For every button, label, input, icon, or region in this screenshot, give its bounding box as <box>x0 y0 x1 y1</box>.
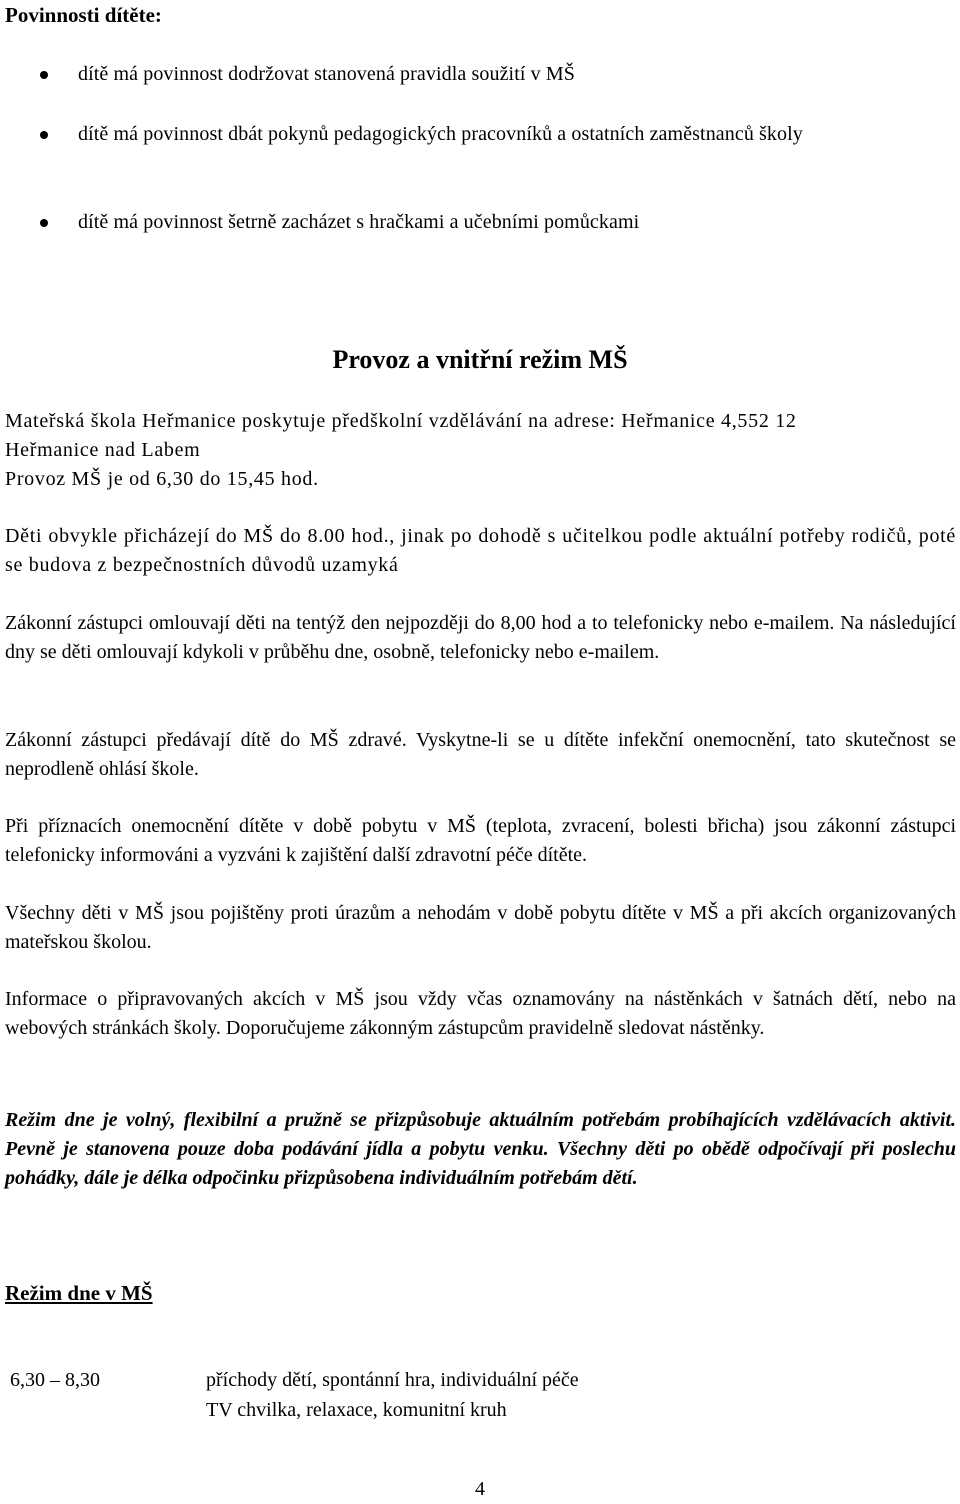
list-item-text: dítě má povinnost šetrně zacházet s hračkami a učebními pomůckami <box>78 211 640 233</box>
address-line: Heřmanice nad Labem <box>5 439 201 461</box>
duties-heading: Povinnosti dítěte: <box>5 3 162 27</box>
schedule-description: TV chvilka, relaxace, komunitní kruh <box>206 1399 507 1421</box>
operating-hours: Provoz MŠ je od 6,30 do 15,45 hod. <box>5 468 319 490</box>
section-title: Provoz a vnitřní režim MŠ <box>332 345 628 374</box>
bullet-icon <box>40 219 48 227</box>
list-item-text: dítě má povinnost dodržovat stanovená pravidla soužití v MŠ <box>78 63 575 85</box>
paragraph-healthy: Zákonní zástupci předávají dítě do MŠ zdravé. Vyskytne-li se u dítěte infekční onemocnění, tato skutečnost se neprodleně ohlásí škole. <box>5 729 956 780</box>
paragraph-symptoms: Při příznacích onemocnění dítěte v době pobytu v MŠ (teplota, zvracení, bolesti břicha) jsou zákonní zástupci telefonicky informováni a vyzváni k zajištění další zdravotní péče dítěte. <box>5 815 956 866</box>
page-number: 4 <box>475 1478 485 1500</box>
paragraph-excuse: Zákonní zástupci omlouvají děti na tentýž den nejpozději do 8,00 hod a to telefonicky nebo e-mailem. Na následující dny se děti omlouvají kdykoli v průběhu dne, osobně, telefonicky nebo e-mailem. <box>5 612 956 663</box>
list-item-text: dítě má povinnost dbát pokynů pedagogických pracovníků a ostatních zaměstnanců školy <box>78 123 803 145</box>
schedule-time: 6,30 – 8,30 <box>10 1369 100 1391</box>
bullet-icon <box>40 71 48 79</box>
schedule-heading: Režim dne v MŠ <box>5 1281 153 1305</box>
paragraph-regime: Režim dne je volný, flexibilní a pružně se přizpůsobuje aktuálním potřebám probíhajících vzdělávacích aktivit. Pevně je stanovena pouze doba podávání jídla a pobytu venku. Všechny děti po obědě odpočívají při poslechu pohádky, dále je délka odpočinku přizpůsobena individuálním potřebám dětí. <box>5 1109 956 1189</box>
paragraph-insurance: Všechny děti v MŠ jsou pojištěny proti úrazům a nehodám v době pobytu dítěte v MŠ a při akcích organizovaných mateřskou školou. <box>5 902 956 953</box>
address-line: Mateřská škola Heřmanice poskytuje předškolní vzdělávání na adrese: Heřmanice 4,552 12 <box>5 410 797 432</box>
schedule-description: příchody dětí, spontánní hra, individuální péče <box>206 1369 579 1391</box>
paragraph-info: Informace o připravovaných akcích v MŠ jsou vždy včas oznamovány na nástěnkách v šatnách dětí, nebo na webových stránkách školy. Doporučujeme zákonným zástupcům pravidelně sledovat nástěnky. <box>5 988 956 1039</box>
bullet-icon <box>40 131 48 139</box>
paragraph-arrival: Děti obvykle přicházejí do MŠ do 8.00 hod., jinak po dohodě s učitelkou podle aktuální potřeby rodičů, poté se budova z bezpečnostních důvodů uzamyká <box>5 525 956 576</box>
